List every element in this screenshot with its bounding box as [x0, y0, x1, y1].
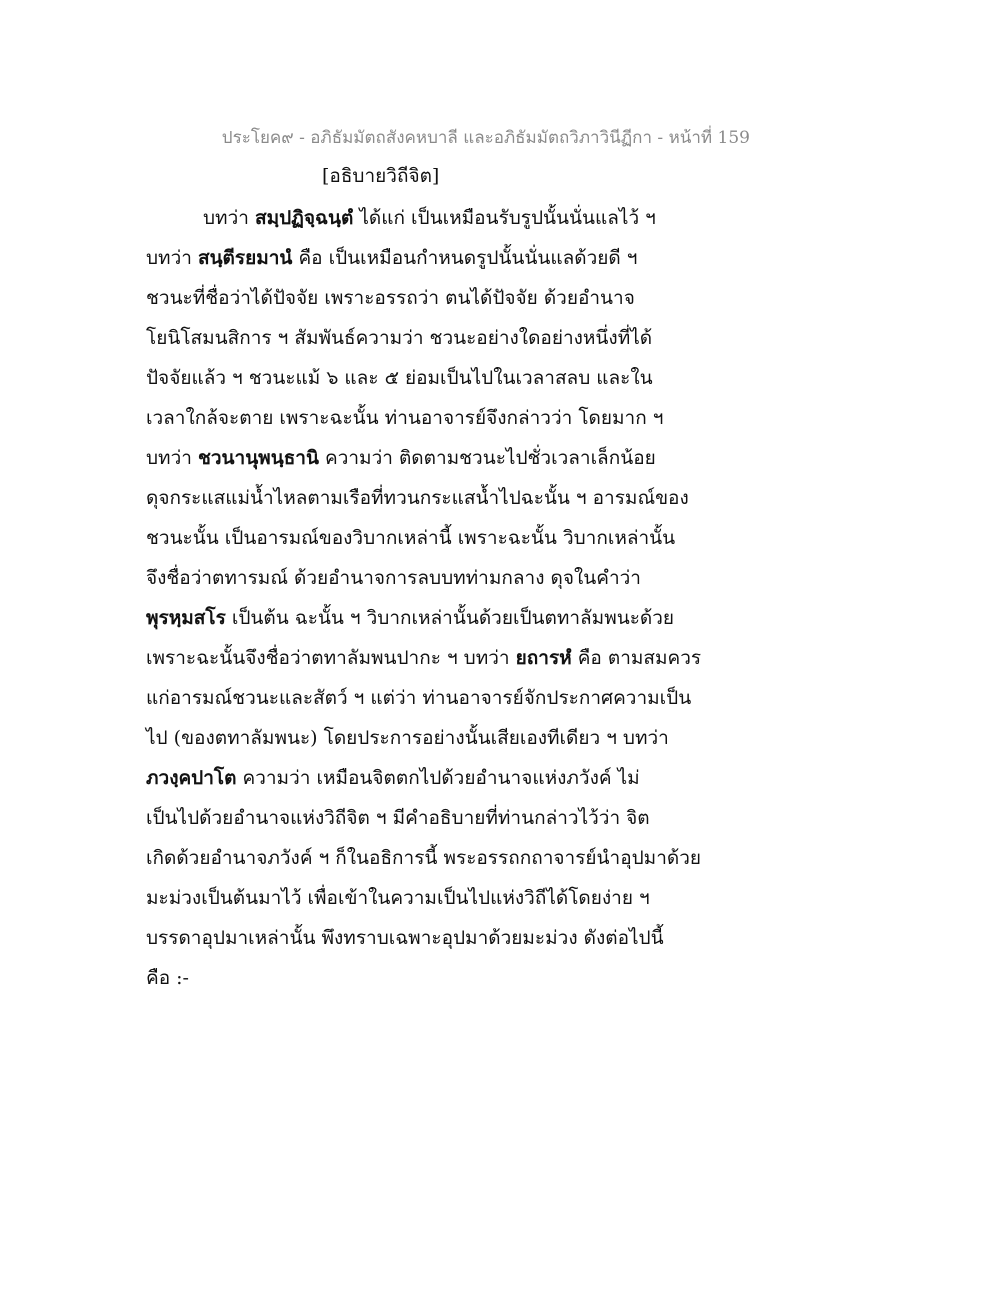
text-segment: ปัจจัยแล้ว ฯ ชวนะแม้ ๖ และ ๕ ย่อมเป็นไปในเวลาสลบ และใน — [146, 367, 653, 389]
text-segment: บทว่า — [203, 207, 255, 229]
text-segment: ดุจกระแสแม่น้ำไหลตามเรือที่ทวนกระแสน้ำไปฉะนั้น ฯ อารมณ์ของ — [146, 487, 689, 509]
text-line — [146, 558, 706, 598]
bold-term: สมฺปฏิจฺฉนฺตํ — [254, 207, 354, 229]
text-segment: ไป (ของตทาลัมพนะ) โดยประการอย่างนั้นเสียเองทีเดียว ฯ บทว่า — [146, 727, 669, 749]
text-line — [146, 758, 706, 798]
running-header: ประโยค๙ - อภิธัมมัตถสังคหบาลี และอภิธัมมัตถวิภาวินีฏีกา - หน้าที่ 159 — [221, 128, 750, 148]
bold-term: ชวนานุพนฺธานิ — [197, 447, 319, 469]
section-title: [อธิบายวิถีจิต] — [322, 165, 440, 187]
text-segment: บทว่า — [146, 247, 198, 269]
text-segment: ได้แก่ เป็นเหมือนรับรูปนั้นนั่นแลไว้ ฯ — [353, 207, 656, 229]
text-line — [146, 278, 706, 318]
text-line — [146, 918, 706, 958]
text-line — [146, 718, 706, 758]
text-segment: ความว่า ติดตามชวนะไปชั่วเวลาเล็กน้อย — [318, 447, 656, 469]
text-line — [146, 678, 706, 718]
bold-term: พุรหฺมสโร — [146, 607, 226, 629]
text-line — [146, 638, 706, 678]
text-line — [146, 878, 706, 918]
bold-term: ยถารหํ — [515, 647, 572, 669]
text-segment: โยนิโสมนสิการ ฯ สัมพันธ์ความว่า ชวนะอย่างใดอย่างหนึ่งที่ได้ — [146, 327, 653, 349]
text-segment: เกิดด้วยอำนาจภวังค์ ฯ ก็ในอธิการนี้ พระอรรถกถาจารย์นำอุปมาด้วย — [146, 847, 701, 869]
text-line — [146, 438, 706, 478]
text-line — [146, 198, 706, 238]
text-segment: บทว่า — [146, 447, 198, 469]
text-line — [146, 318, 706, 358]
text-line — [146, 598, 706, 638]
bold-term: ภวงฺคปาโต — [146, 767, 237, 789]
text-segment: บรรดาอุปมาเหล่านั้น พึงทราบเฉพาะอุปมาด้วยมะม่วง ดังต่อไปนี้ — [146, 927, 664, 949]
text-segment: เป็นต้น ฉะนั้น ฯ วิบากเหล่านั้นด้วยเป็นตทาลัมพนะด้วย — [225, 607, 675, 629]
text-segment: มะม่วงเป็นต้นมาไว้ เพื่อเข้าในความเป็นไปแห่งวิถีได้โดยง่าย ฯ — [146, 887, 650, 909]
text-line — [146, 958, 706, 998]
text-line — [146, 478, 706, 518]
text-segment: แก่อารมณ์ชวนะและสัตว์ ฯ แต่ว่า ท่านอาจารย์จักประกาศความเป็น — [146, 687, 692, 709]
text-segment: คือ เป็นเหมือนกำหนดรูปนั้นนั่นแลด้วยดี ฯ — [292, 247, 638, 269]
text-segment: ชวนะนั้น เป็นอารมณ์ของวิบากเหล่านี้ เพราะฉะนั้น วิบากเหล่านั้น — [146, 527, 676, 549]
text-line — [146, 518, 706, 558]
text-line — [146, 838, 706, 878]
text-segment: คือ ตามสมควร — [571, 647, 702, 669]
text-segment: เป็นไปด้วยอำนาจแห่งวิถีจิต ฯ มีคำอธิบายที่ท่านกล่าวไว้ว่า จิต — [146, 807, 650, 829]
text-segment: ชวนะที่ชื่อว่าได้ปัจจัย เพราะอรรถว่า ตนได้ปัจจัย ด้วยอำนาจ — [146, 287, 635, 309]
text-segment: ความว่า เหมือนจิตตกไปด้วยอำนาจแห่งภวังค์ ไม่ — [236, 767, 640, 789]
bold-term: สนฺตีรยมานํ — [197, 247, 293, 269]
text-line — [146, 238, 706, 278]
text-segment: จึงชื่อว่าตทารมณ์ ด้วยอำนาจการลบบทท่ามกลาง ดุจในคำว่า — [146, 567, 641, 589]
text-line — [146, 398, 706, 438]
body-text — [146, 198, 706, 998]
text-line — [146, 358, 706, 398]
text-segment: เพราะฉะนั้นจึงชื่อว่าตทาลัมพนปากะ ฯ บทว่า — [146, 647, 516, 669]
text-line — [146, 798, 706, 838]
text-segment: เวลาใกล้จะตาย เพราะฉะนั้น ท่านอาจารย์จึงกล่าวว่า โดยมาก ฯ — [146, 407, 664, 429]
text-segment: คือ :- — [146, 967, 189, 989]
